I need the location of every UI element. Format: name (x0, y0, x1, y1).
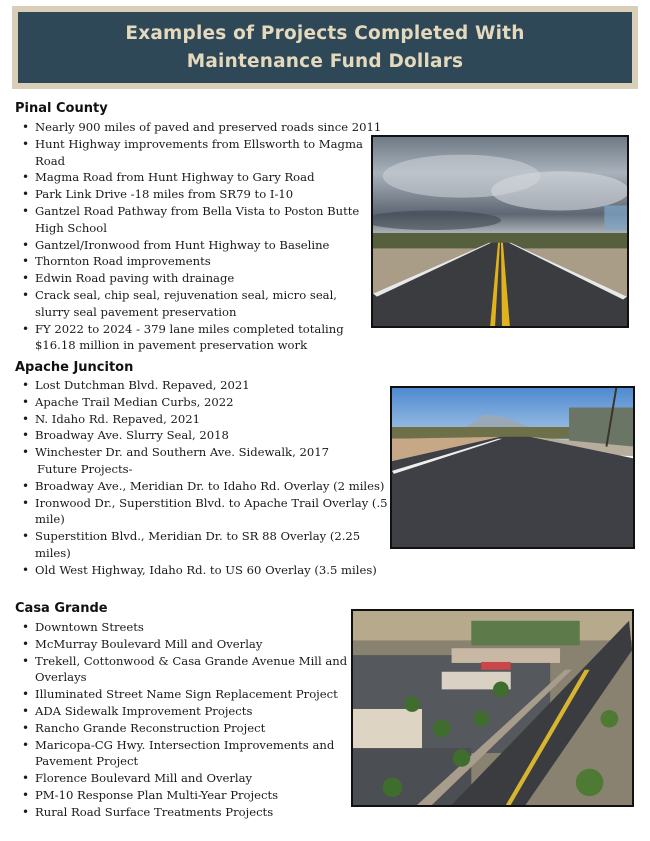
header-box (18, 12, 632, 83)
list-item: • Trekell, Cottonwood & Casa Grande Avenue Mill and Overlays (35, 653, 365, 687)
list-item: • Maricopa-CG Hwy. Intersection Improvements and Pavement Project (35, 737, 365, 771)
list-item: • Illuminated Street Name Sign Replacement Project (35, 686, 365, 703)
aerial-boulevard-photo (351, 609, 634, 807)
list-item: • Apache Trail Median Curbs, 2022 (35, 394, 390, 411)
apache-junction-list (20, 377, 390, 579)
casa-grande-list (20, 619, 365, 821)
section-title-pinal-county: Pinal County (15, 101, 108, 116)
section-title-casa-grande: Casa Grande (15, 601, 108, 616)
list-item: • Rancho Grande Reconstruction Project (35, 720, 365, 737)
list-item: • McMurray Boulevard Mill and Overlay (35, 636, 365, 653)
list-item: • Gantzel Road Pathway from Bella Vista to Poston Butte High School (35, 203, 375, 237)
desert-highway-photo (371, 135, 629, 328)
list-item: • PM-10 Response Plan Multi-Year Projects (35, 787, 365, 804)
list-item: • Broadway Ave. Slurry Seal, 2018 (35, 427, 390, 444)
page-title-line-2: Maintenance Fund Dollars (186, 50, 464, 72)
list-item: • Hunt Highway improvements from Ellsworth to Magma Road (35, 136, 375, 170)
list-item: • N. Idaho Rd. Repaved, 2021 (35, 411, 390, 428)
list-item: • Superstition Blvd., Meridian Dr. to SR 88 Overlay (2.25 miles) (35, 528, 390, 562)
section-title-apache-junction: Apache Junciton (15, 360, 134, 375)
list-item: • FY 2022 to 2024 - 379 lane miles completed totaling $16.18 million in pavement preservation work (35, 321, 375, 355)
future-projects-subheading: Future Projects- (37, 461, 133, 476)
list-item: • Gantzel/Ironwood from Hunt Highway to Baseline (35, 237, 375, 254)
list-item: • Crack seal, chip seal, rejuvenation seal, micro seal, slurry seal pavement preservation (35, 287, 375, 321)
list-item: • Magma Road from Hunt Highway to Gary Road (35, 169, 375, 186)
list-item: • Winchester Dr. and Southern Ave. Sidewalk, 2017 (35, 444, 390, 461)
list-item: • Park Link Drive -18 miles from SR79 to I-10 (35, 186, 375, 203)
list-item: • Ironwood Dr., Superstition Blvd. to Apache Trail Overlay (.5 mile) (35, 495, 390, 529)
list-item: • ADA Sidewalk Improvement Projects (35, 703, 365, 720)
list-item: • Broadway Ave., Meridian Dr. to Idaho Rd. Overlay (2 miles) (35, 478, 390, 495)
list-item: • Nearly 900 miles of paved and preserved roads since 2011 (35, 119, 395, 136)
list-item: • Thornton Road improvements (35, 253, 375, 270)
pinal-county-list (20, 119, 382, 354)
list-item: • Florence Boulevard Mill and Overlay (35, 770, 365, 787)
list-item: • Lost Dutchman Blvd. Repaved, 2021 (35, 377, 390, 394)
list-item: • Rural Road Surface Treatments Projects (35, 804, 365, 821)
page-title-line-1: Examples of Projects Completed With (125, 22, 525, 44)
list-item: • Old West Highway, Idaho Rd. to US 60 Overlay (3.5 miles) (35, 562, 415, 579)
header-banner (12, 6, 638, 89)
list-item: • Downtown Streets (35, 619, 365, 636)
list-item: • Edwin Road paving with drainage (35, 270, 375, 287)
repaved-road-photo (390, 386, 635, 549)
